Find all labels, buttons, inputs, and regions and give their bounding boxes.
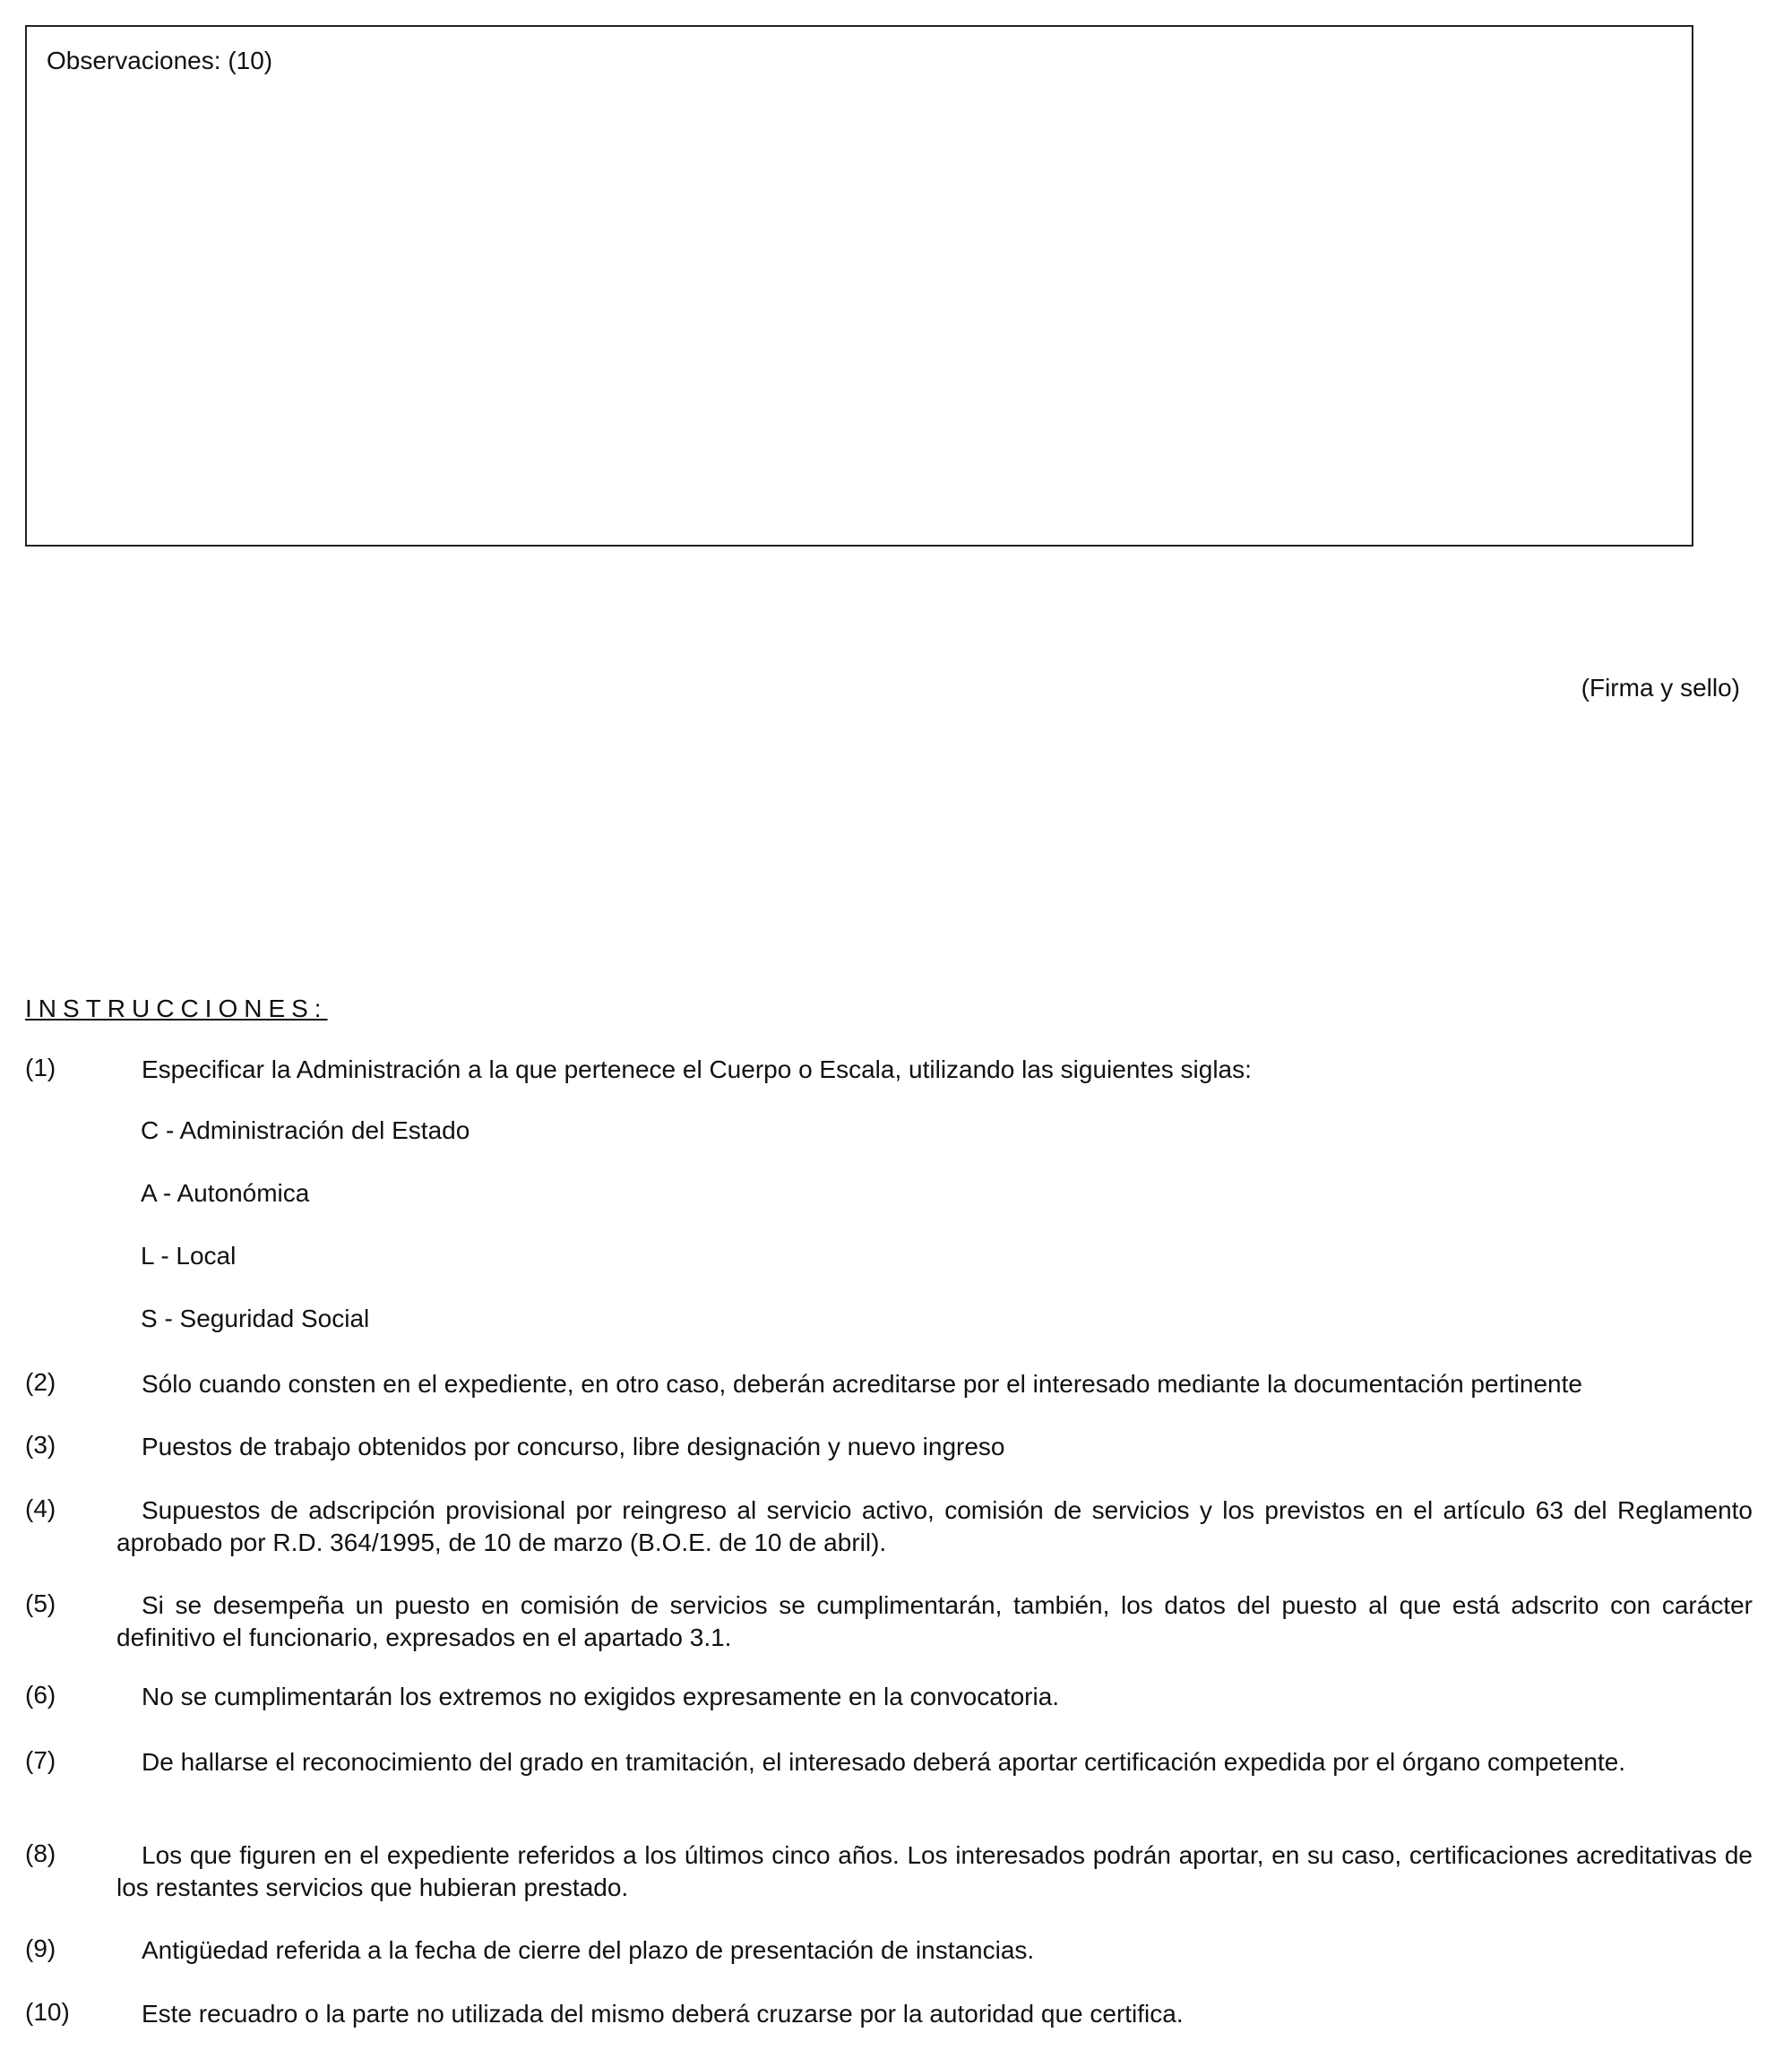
instruction-item — [25, 1681, 1753, 1713]
item-text: Si se desempeña un puesto en comisión de servicios se cumplimentarán, también, los datos del puesto al que está adscrito con carácter definitivo el funcionario, expresados en el apartado 3.1. — [116, 1591, 1753, 1651]
instruction-item — [25, 1934, 1753, 1967]
sigla-option: A - Autonómica — [141, 1179, 310, 1207]
item-text: Sólo cuando consten en el expediente, en otro caso, deberán acreditarse por el interesado mediante la documentación pertinente — [142, 1370, 1582, 1398]
sigla-option: C - Administración del Estado — [141, 1116, 470, 1144]
item-text: Supuestos de adscripción provisional por reingreso al servicio activo, comisión de servicios y los previstos en el artículo 63 del Reglamento aprobado por R.D. 364/1995, de 10 de marzo (B.O.E. de 10 de abril). — [116, 1496, 1753, 1556]
instruction-item — [25, 1998, 1753, 2030]
instruction-item — [25, 1054, 1753, 1086]
instructions-heading: INSTRUCCIONES: — [25, 995, 328, 1022]
item-text: De hallarse el reconocimiento del grado en tramitación, el interesado deberá aportar certificación expedida por el órgano competente. — [142, 1748, 1626, 1776]
item-text: Antigüedad referida a la fecha de cierre del plazo de presentación de instancias. — [142, 1936, 1035, 1964]
item-number: (3) — [25, 1431, 56, 1459]
sigla-option: S - Seguridad Social — [141, 1305, 370, 1332]
instruction-item — [25, 1746, 1753, 1778]
item-number: (2) — [25, 1368, 56, 1396]
item-number: (9) — [25, 1934, 56, 1962]
item-number: (10) — [25, 1998, 70, 2026]
observations-box — [25, 25, 1693, 547]
signature-label: (Firma y sello) — [1581, 674, 1740, 702]
item-number: (7) — [25, 1746, 56, 1774]
instruction-item — [25, 1494, 1753, 1559]
item-number: (6) — [25, 1681, 56, 1709]
item-number: (8) — [25, 1839, 56, 1867]
item-number: (1) — [25, 1054, 56, 1081]
item-text: No se cumplimentarán los extremos no exigidos expresamente en la convocatoria. — [142, 1683, 1060, 1710]
item-text: Puestos de trabajo obtenidos por concurso, libre designación y nuevo ingreso — [142, 1433, 1005, 1460]
instruction-item — [25, 1839, 1753, 1904]
instruction-item — [25, 1589, 1753, 1654]
instruction-item — [25, 1431, 1753, 1463]
sigla-option: L - Local — [141, 1242, 237, 1270]
item-text: Especificar la Administración a la que pertenece el Cuerpo o Escala, utilizando las siguientes siglas: — [142, 1055, 1252, 1083]
item-number: (4) — [25, 1494, 56, 1522]
item-text: Este recuadro o la parte no utilizada del mismo deberá cruzarse por la autoridad que certifica. — [142, 2000, 1184, 2028]
item-number: (5) — [25, 1589, 56, 1617]
instruction-item — [25, 1368, 1753, 1400]
observations-label: Observaciones: (10) — [47, 47, 273, 74]
item-text: Los que figuren en el expediente referidos a los últimos cinco años. Los interesados podrán aportar, en su caso, certificaciones acreditativas de los restantes servicios que hubieran prestado. — [116, 1841, 1753, 1901]
